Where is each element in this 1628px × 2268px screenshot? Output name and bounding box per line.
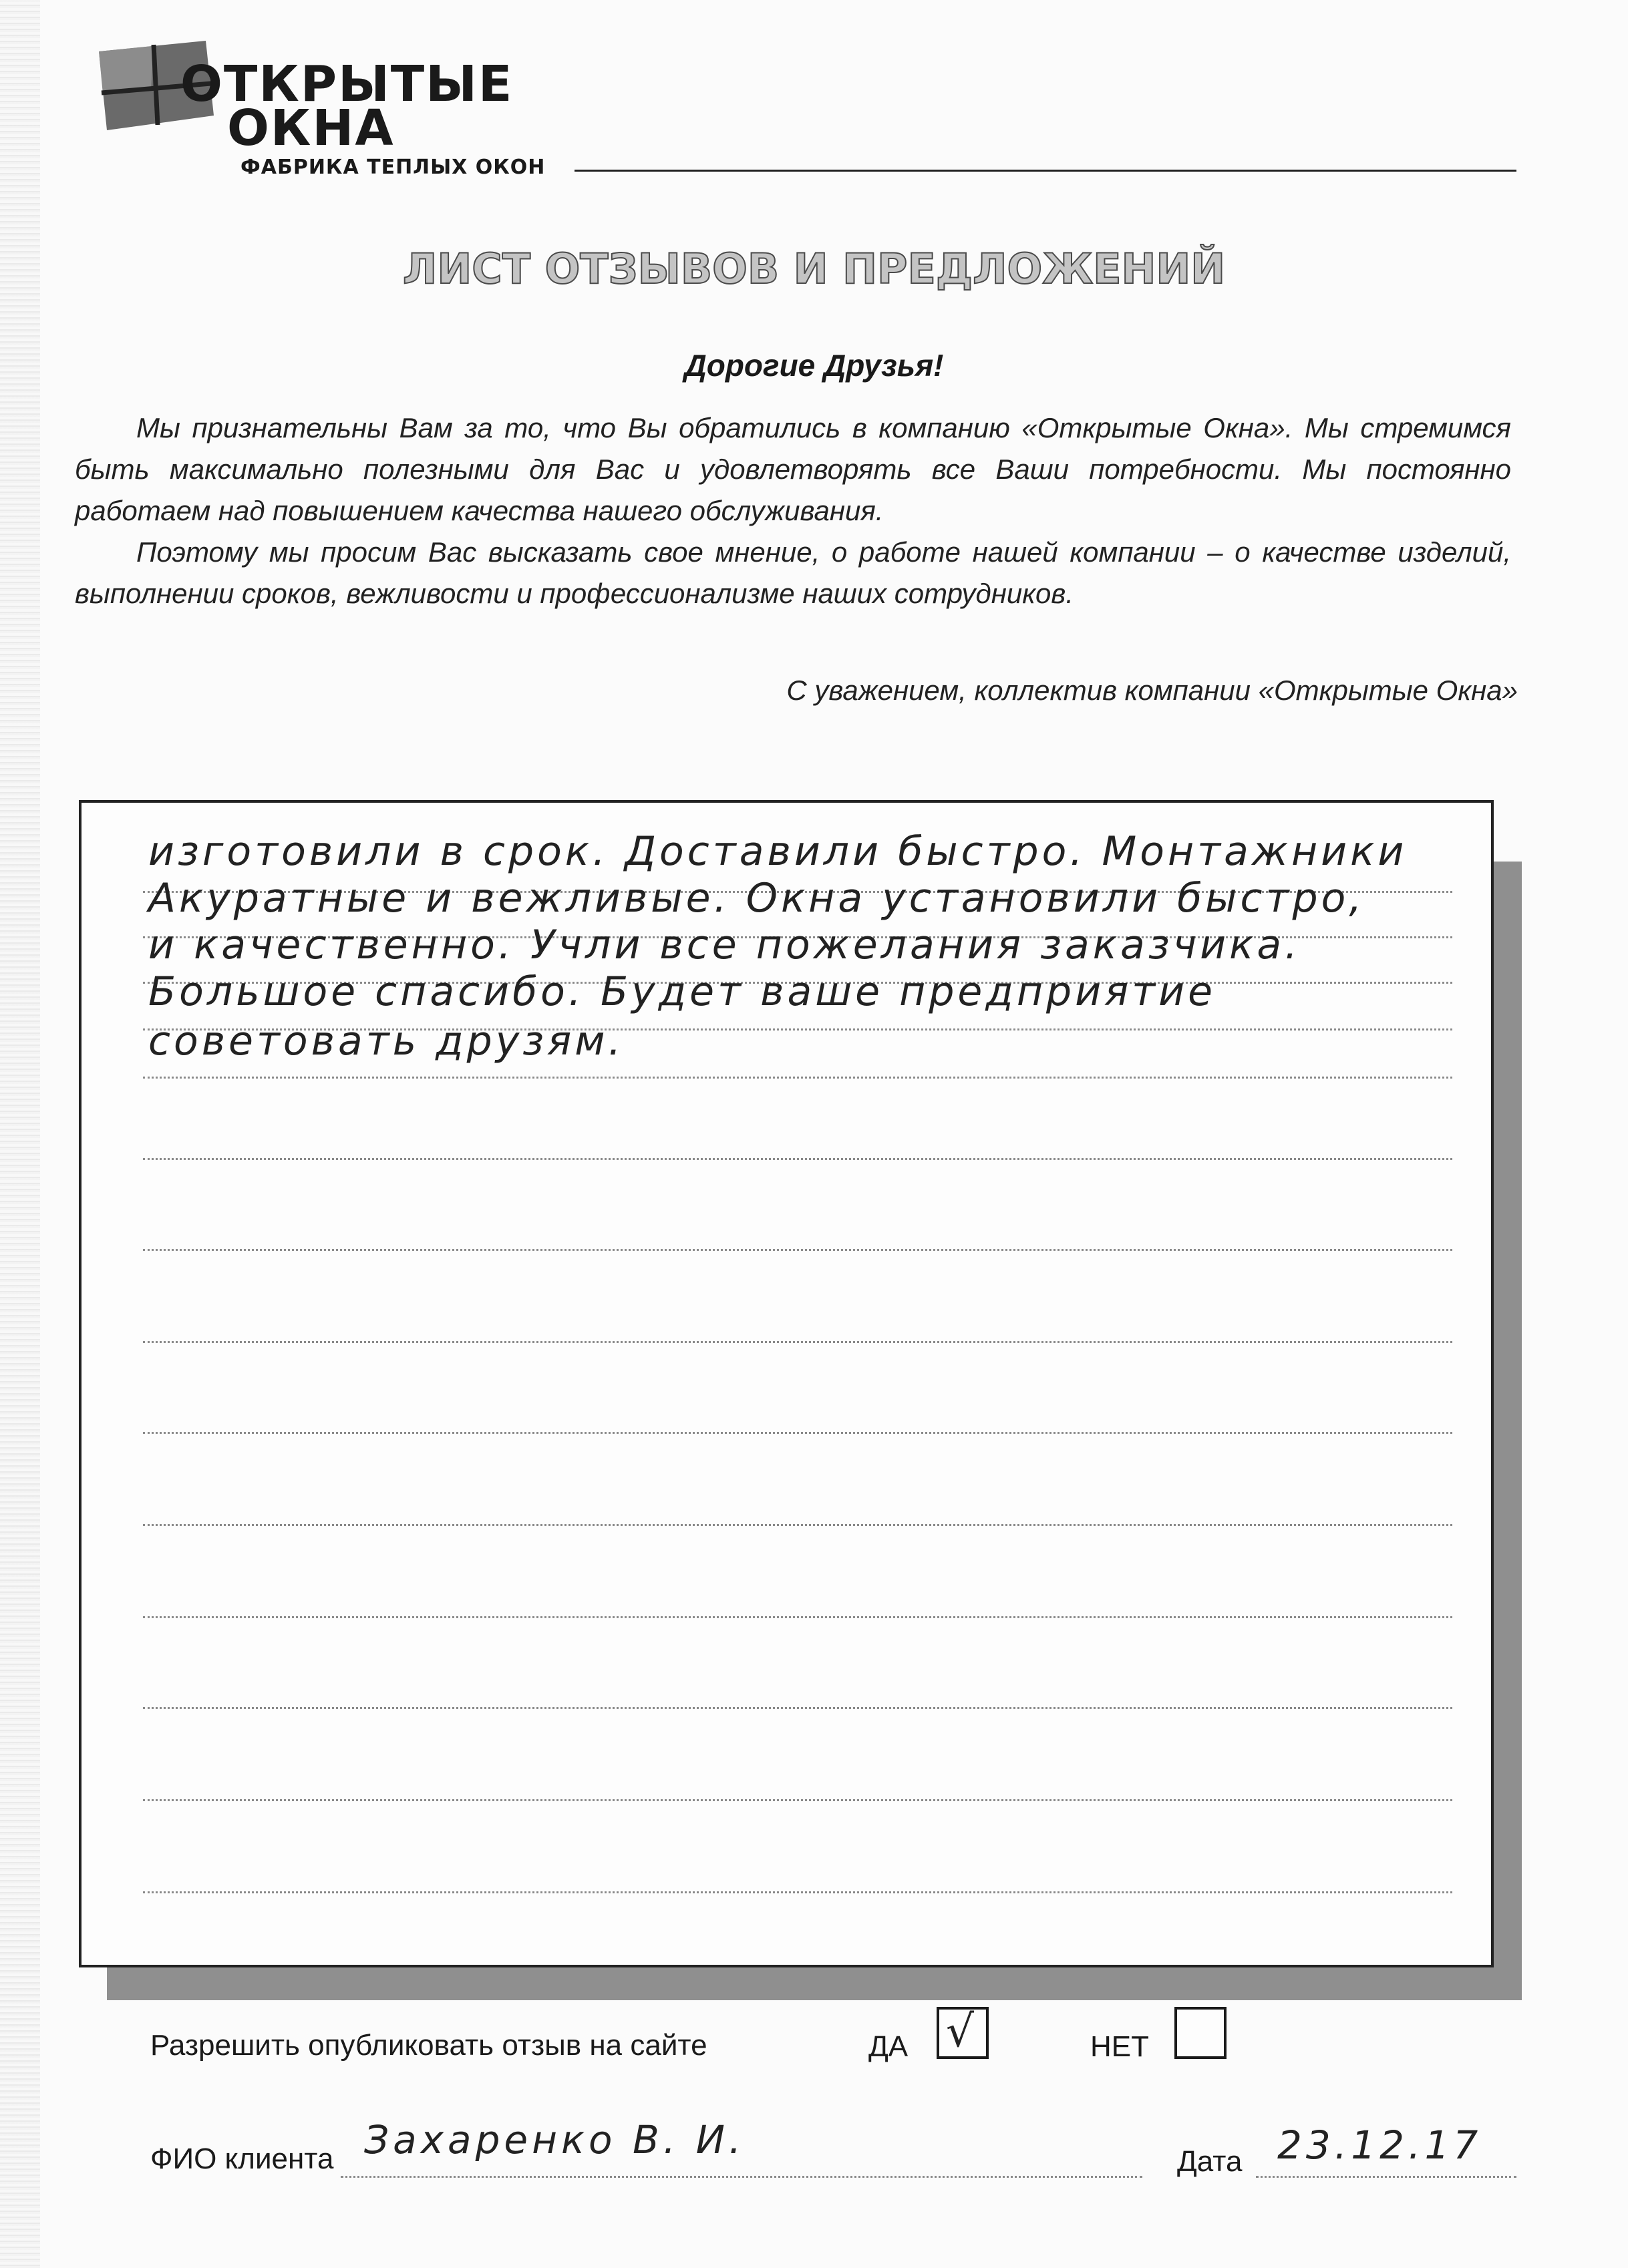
feedback-rule [143,1432,1452,1434]
client-name-rule [341,2176,1142,2178]
publish-yes-label: ДА [868,2030,909,2063]
publish-no-label: НЕТ [1090,2030,1149,2063]
feedback-line-5: советовать друзям. [148,1018,625,1065]
logo-text-line2: ОКНА [227,100,395,157]
intro-text [75,407,1511,614]
logo-text-line1: ОТКРЫТЫЕ [180,55,514,113]
greeting: Дорогие Друзья! [684,348,944,383]
scan-edge-noise [0,0,40,2268]
page-title: ЛИСТ ОТЗЫВОВ И ПРЕДЛОЖЕНИЙ [402,244,1226,293]
feedback-box[interactable] [79,800,1494,1967]
publish-consent-label: Разрешить опубликовать отзыв на сайте [150,2029,707,2062]
feedback-line-3: и качественно. Учли все пожелания заказчика. [148,922,1301,968]
header-divider [575,170,1516,172]
publish-yes-checkbox[interactable] [937,2007,989,2059]
feedback-rule [143,1707,1452,1709]
feedback-rule [143,1799,1452,1801]
signoff: С уважением, коллектив компании «Открытые Окна» [786,675,1518,706]
publish-no-checkbox[interactable] [1174,2007,1227,2059]
feedback-line-2: Акуратные и вежливые. Окна установили быстро, [148,875,1365,922]
feedback-line-4: Большое спасибо. Будет ваше предприятие [148,968,1216,1015]
feedback-rule [143,1341,1452,1343]
feedback-rule [143,1891,1452,1893]
check-mark-icon: √ [946,2006,975,2057]
feedback-rule [143,1616,1452,1618]
feedback-rule [143,1524,1452,1526]
company-logo [80,37,561,177]
date-label: Дата [1177,2145,1243,2178]
logo-tagline: ФАБРИКА ТЕПЛЫХ ОКОН [240,156,546,179]
date-rule [1256,2176,1516,2178]
client-name-label: ФИО клиента [150,2142,334,2175]
date-value[interactable]: 23.12.17 [1277,2122,1482,2168]
intro-paragraph-1: Мы признательны Вам за то, что Вы обратились в компанию «Открытые Окна». Мы стремимся быть максимально полезными для Вас и удовлетворять все Ваши потребности. Мы постоянно работаем над повышением качества нашего обслуживания. [75,412,1511,526]
feedback-line-1: изготовили в срок. Доставили быстро. Монтажники [148,828,1408,875]
intro-paragraph-2: Поэтому мы просим Вас высказать свое мнение, о работе нашей компании – о качестве изделий, выполнении сроков, вежливости и профессионализме наших сотрудников. [75,536,1511,609]
feedback-rule [143,1249,1452,1251]
feedback-rule [143,1077,1452,1079]
client-name-value[interactable]: Захаренко В. И. [364,2117,746,2162]
feedback-rule [143,1158,1452,1160]
